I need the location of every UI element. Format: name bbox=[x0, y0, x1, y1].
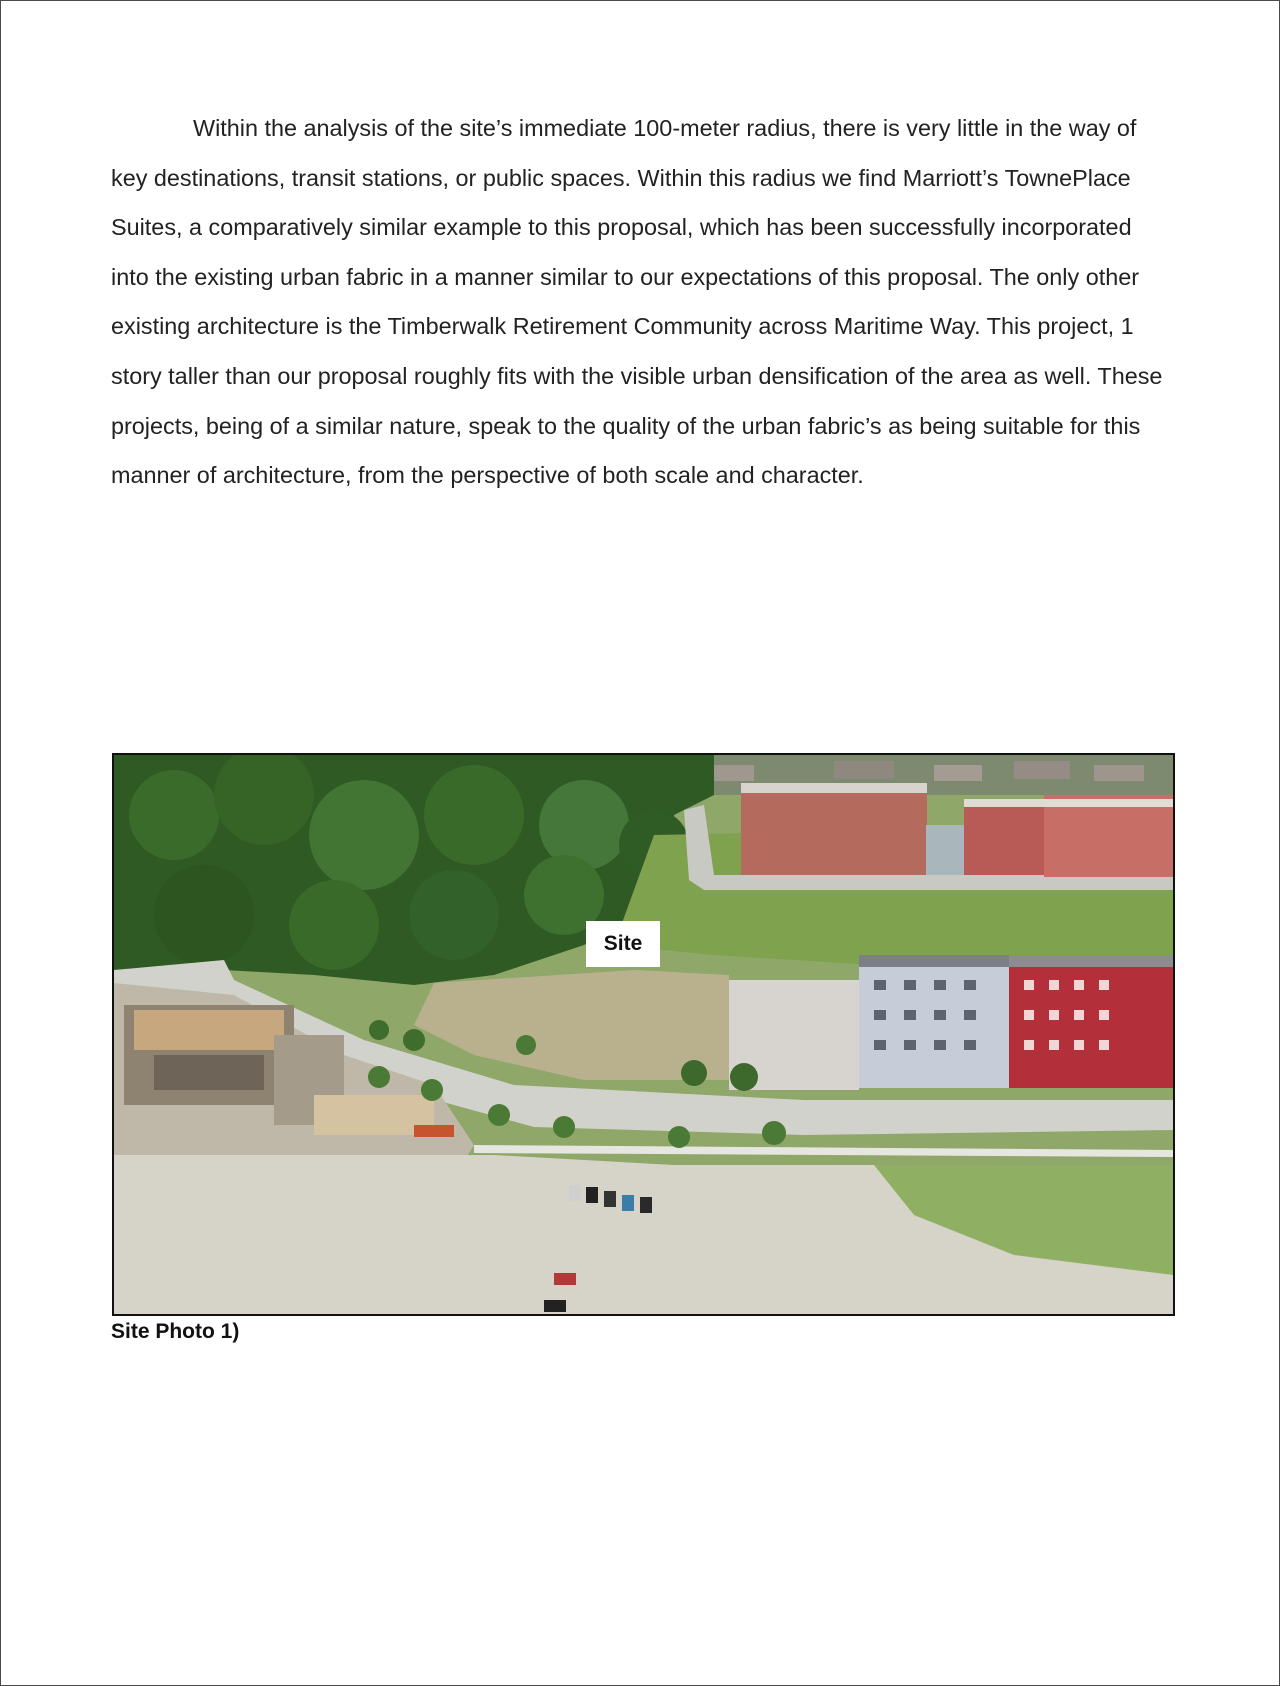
aerial-scene bbox=[114, 755, 1173, 1314]
site-label: Site bbox=[586, 921, 660, 967]
body-paragraph: Within the analysis of the site’s immediate 100-meter radius, there is very little in the way of key destinations, transit stations, or public spaces. Within this radius we find Marriott’s TownePlace Suites, a comparatively similar example to this proposal, which has been successfully incorporated into the existing urban fabric in a manner similar to our expectations of this proposal. The only other existing architecture is the Timberwalk Retirement Community across Maritime Way. This project, 1 story taller than our proposal roughly fits with the visible urban densification of the area as well. These projects, being of a similar nature, speak to the quality of the urban fabric’s as being suitable for this manner of architecture, from the perspective of both scale and character. bbox=[111, 115, 1163, 489]
photo-caption: Site Photo 1) bbox=[111, 1320, 240, 1343]
site-aerial-photo bbox=[112, 753, 1175, 1316]
